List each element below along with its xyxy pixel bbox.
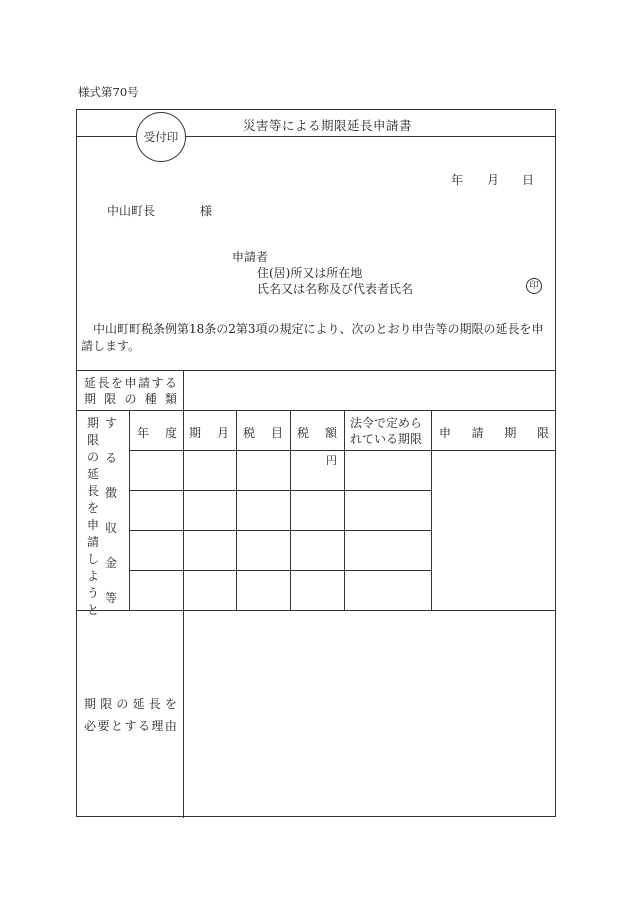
side-label-col2: す る 徴 収 金 等	[104, 416, 117, 605]
header-requested-deadline: 申 請 期 限	[439, 426, 549, 440]
header-tax-item: 税 目	[243, 426, 283, 440]
stamp-label: 受付印	[143, 130, 179, 144]
form-number: 様式第70号	[78, 85, 139, 99]
col-divider-taxitem	[290, 410, 291, 610]
requested-header-bottom-border	[431, 450, 556, 451]
kind-label-line1: 延 長 を 申 請 す る	[84, 376, 177, 390]
table-top-border	[76, 370, 556, 371]
reason-label-line2: 必 要 と す る 理 由	[84, 719, 177, 733]
amount-unit: 円	[326, 454, 337, 467]
applicant-label: 申請者	[232, 250, 269, 264]
row1-bottom-border	[129, 490, 431, 491]
date-month-label: 月	[487, 173, 500, 187]
header-divider-right	[184, 136, 556, 137]
col-divider-label	[129, 410, 130, 610]
applicant-name-field[interactable]: 氏名又は名称及び代表者氏名	[257, 282, 414, 296]
header-divider-left	[76, 136, 136, 137]
tax-section-bottom-border	[76, 610, 556, 611]
header-fiscal-year: 年 度	[137, 426, 177, 440]
reception-stamp-area[interactable]	[136, 112, 186, 162]
header-legal-deadline-line2: れている期限	[350, 432, 423, 446]
kind-row-divider	[183, 370, 184, 410]
col-divider-amount	[344, 410, 345, 610]
date-year-label: 年	[451, 173, 464, 187]
header-row-bottom-border	[129, 450, 431, 451]
reason-label-line1: 期 限 の 延 長 を	[84, 697, 177, 711]
seal-mark: 印	[526, 278, 542, 294]
kind-label-line2: 期 限 の 種 類	[84, 392, 177, 406]
header-legal-deadline-line1: 法令で定めら	[350, 416, 423, 430]
col-divider-year	[183, 410, 184, 818]
header-period: 期 月	[189, 426, 229, 440]
addressee-name: 中山町長	[107, 204, 156, 218]
document-title: 災害等による期限延長申請書	[243, 118, 413, 133]
header-tax-amount: 税 額	[297, 426, 337, 440]
addressee-honorific: 様	[200, 204, 213, 218]
row3-bottom-border	[129, 570, 431, 571]
col-divider-period	[236, 410, 237, 610]
kind-row-bottom-border	[76, 410, 556, 411]
request-statement: 中山町町税条例第18条の2第3項の規定により、次のとおり申告等の期限の延長を申請します。	[81, 322, 544, 353]
applicant-address-field[interactable]: 住(居)所又は所在地	[257, 266, 363, 280]
col-divider-legal	[431, 410, 432, 610]
date-day-label: 日	[522, 173, 535, 187]
side-label-col1: 期 限 の 延 長 を 申 請 し よ う と	[86, 416, 99, 617]
row2-bottom-border	[129, 530, 431, 531]
